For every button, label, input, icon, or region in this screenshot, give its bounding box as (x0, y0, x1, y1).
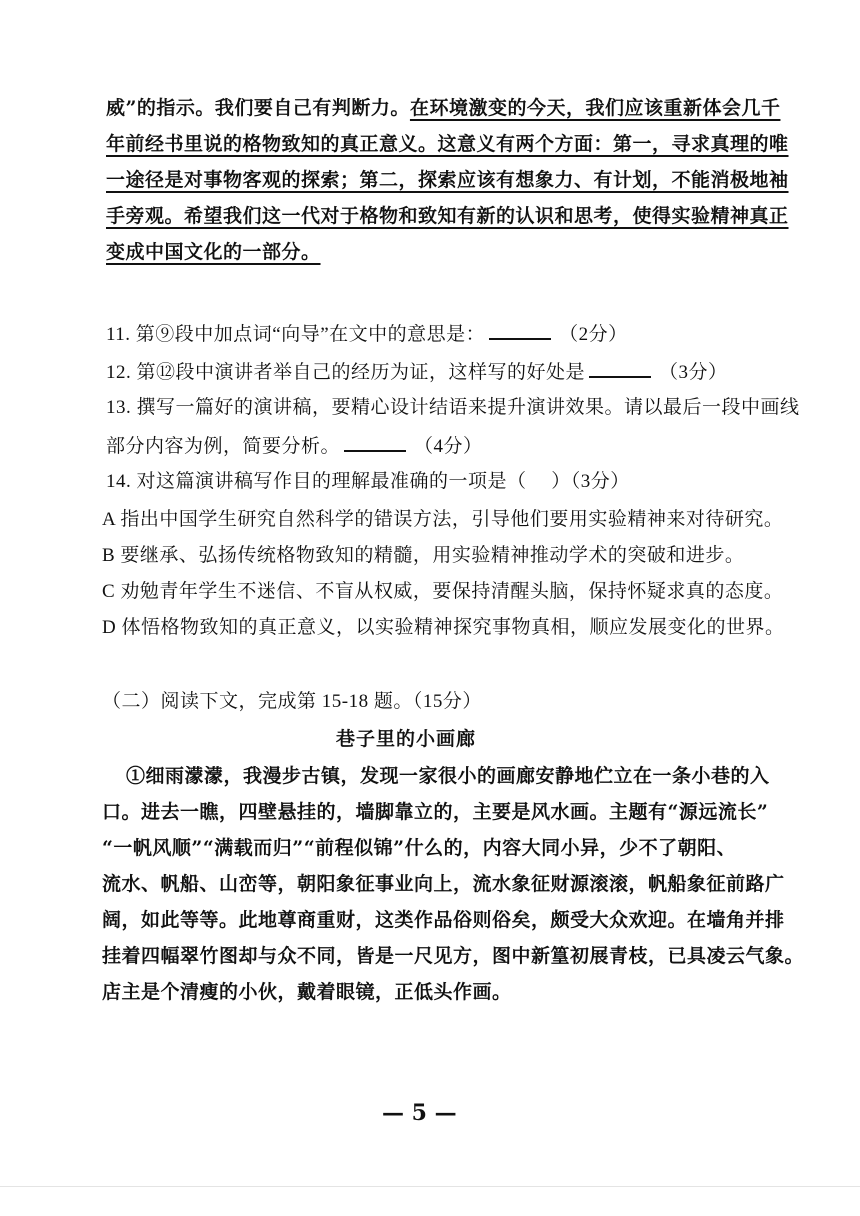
question-11 (106, 320, 628, 347)
question-14: 14. 对这篇演讲稿写作目的理解最准确的一项是（ ）（3分） (106, 471, 630, 492)
question-11-score: （2分） (559, 324, 628, 345)
passage-line-4: 手旁观。希望我们这一代对于格物和致知有新的认识和思考，使得实验精神真正 (106, 205, 789, 227)
option-d[interactable]: D 体悟格物致知的真正意义，以实验精神探究事物真相，顺应发展变化的世界。 (102, 617, 785, 638)
question-12-text: 12. 第⑫段中演讲者举自己的经历为证，这样写的好处是 (106, 362, 586, 383)
passage-line-5: 变成中国文化的一部分。 (106, 241, 321, 263)
article-line-2: 口。进去一瞧，四壁悬挂的，墙脚靠立的，主要是风水画。主题有“源远流长” (102, 801, 769, 823)
answer-blank-13[interactable] (344, 432, 406, 452)
article-line-1: ①细雨濛濛，我漫步古镇，发现一家很小的画廊安静地伫立在一条小巷的入 (126, 765, 770, 787)
bottom-divider (0, 1186, 860, 1187)
article-line-6: 挂着四幅翠竹图却与众不同，皆是一尺见方，图中新篁初展青枝，已具凌云气象。 (102, 945, 805, 967)
question-12 (106, 358, 728, 385)
question-13-line-1: 13. 撰写一篇好的演讲稿，要精心设计结语来提升演讲效果。请以最后一段中画线 (106, 397, 800, 418)
option-a[interactable]: A 指出中国学生研究自然科学的错误方法，引导他们要用实验精神来对待研究。 (102, 509, 784, 530)
article-line-7: 店主是个清瘦的小伙，戴着眼镜，正低头作画。 (102, 981, 512, 1003)
answer-blank-12[interactable] (589, 358, 651, 378)
answer-blank-11[interactable] (489, 320, 551, 340)
section-2-heading: （二）阅读下文，完成第 15-18 题。（15分） (102, 691, 482, 712)
passage-line-1-underlined: 在环境激变的今天，我们应该重新体会几千 (409, 97, 781, 119)
passage-line-2: 年前经书里说的格物致知的真正意义。这意义有两个方面：第一，寻求真理的唯 (106, 133, 789, 155)
passage-line-3: 一途径是对事物客观的探索；第二，探索应该有想象力、有计划，不能消极地袖 (106, 169, 789, 191)
article-line-4: 流水、帆船、山峦等，朝阳象征事业向上，流水象征财源滚滚，帆船象征前路广 (102, 873, 785, 895)
passage-line-1-plain: 威”的指示。我们要自己有判断力。 (106, 97, 410, 119)
question-12-score: （3分） (659, 362, 728, 383)
option-b[interactable]: B 要继承、弘扬传统格物致知的精髓，用实验精神推动学术的突破和进步。 (102, 545, 745, 566)
question-13-text-2: 部分内容为例，简要分析。 (106, 436, 341, 457)
question-13-score: （4分） (414, 436, 483, 457)
question-11-text: 11. 第⑨段中加点词“向导”在文中的意思是： (106, 324, 486, 345)
question-13-line-2 (106, 432, 483, 459)
option-c[interactable]: C 劝勉青年学生不迷信、不盲从权威，要保持清醒头脑，保持怀疑求真的态度。 (102, 581, 784, 602)
article-line-3: “一帆风顺”“满载而归”“前程似锦”什么的，内容大同小异，少不了朝阳、 (102, 837, 737, 859)
article-line-5: 阔，如此等等。此地尊商重财，这类作品俗则俗矣，颇受大众欢迎。在墙角并排 (102, 909, 785, 931)
passage-line-1 (106, 96, 780, 120)
page-number: — 5 — (382, 1100, 457, 1126)
article-title: 巷子里的小画廊 (336, 728, 477, 750)
